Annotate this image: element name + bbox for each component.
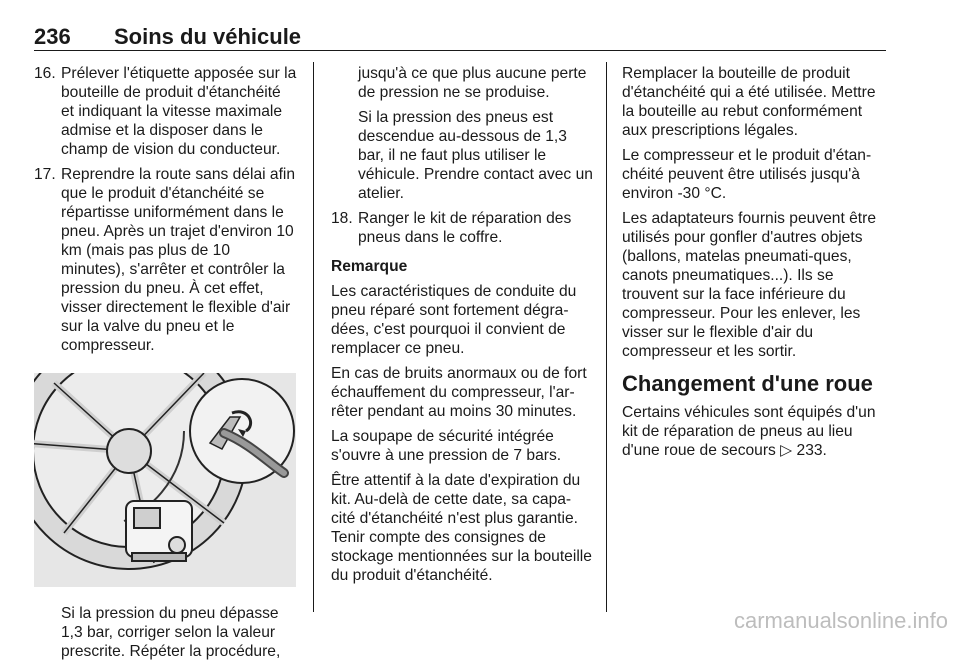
step-17	[34, 165, 298, 355]
step-text: Ranger le kit de réparation des pneus dans le coffre.	[358, 210, 572, 246]
paragraph: Si la pression du pneu dépasse 1,3 bar, corriger selon la valeur prescrite. Répéter la procédure,	[61, 605, 281, 660]
remark-paragraph: Être attentif à la date d'expiration du kit. Au-delà de cette date, sa capa-cité d'étanchéité n'est plus garantie. Tenir compte des consignes de stockage mentionnées sur la bouteille du produit d'étanchéité.	[331, 472, 592, 584]
step-text: Reprendre la route sans délai afin que le produit d'étanchéité se répartisse uniformément dans le pneu. Après un trajet d'environ 10 km (mais pas plus de 10 minutes), s'arrêter et contrôler la pression du pneu. À cet effet, visser directement le flexible d'air sur la valve du pneu et le compresseur.	[61, 166, 296, 354]
step-18	[331, 209, 593, 247]
paragraph	[622, 403, 888, 460]
paragraph: Le compresseur et le produit d'étan-chéité peuvent être utilisés jusqu'à environ -30 °C.	[622, 147, 872, 202]
step-16	[34, 64, 298, 159]
page-reference-link[interactable]: 233.	[796, 442, 827, 459]
column-3	[622, 64, 888, 466]
paragraph: jusqu'à ce que plus aucune perte de pression ne se produise.	[358, 65, 587, 101]
remark-paragraph: En cas de bruits anormaux ou de fort échauffement du compresseur, l'ar-rêter pendant au moins 30 minutes.	[331, 365, 587, 420]
column-1	[34, 64, 298, 667]
column-divider	[606, 62, 607, 612]
step-number: 18.	[331, 210, 353, 227]
page-number: 236	[34, 24, 71, 49]
remark-paragraph: La soupape de sécurité intégrée s'ouvre à une pression de 7 bars.	[331, 428, 562, 464]
column-divider	[313, 62, 314, 612]
remark-paragraph: Les caractéristiques de conduite du pneu réparé sont fortement dégra-dées, c'est pourquoi il convient de remplacer ce pneu.	[331, 283, 577, 357]
paragraph-text: Certains véhicules sont équipés d'un kit de réparation de pneus au lieu d'une roue de secours	[622, 404, 876, 459]
column-2	[331, 64, 593, 591]
remark-heading: Remarque	[331, 258, 408, 275]
header-divider	[34, 50, 886, 51]
step-number: 16.	[34, 65, 56, 82]
step-text: Prélever l'étiquette apposée sur la bouteille de produit d'étanchéité et indiquant la vitesse maximale admise et la disposer dans le champ de vision du conducteur.	[61, 65, 297, 158]
paragraph: Remplacer la bouteille de produit d'étanchéité qui a été utilisée. Mettre la bouteille au rebut conformément aux prescriptions légales.	[622, 65, 876, 139]
compressor-tire-valve-illustration	[34, 373, 296, 587]
page-title: Soins du véhicule	[114, 24, 302, 49]
step-number: 17.	[34, 166, 56, 183]
paragraph: Si la pression des pneus est descendue au-dessous de 1,3 bar, il ne faut plus utiliser le véhicule. Prendre contact avec un atelier.	[358, 109, 593, 202]
paragraph: Les adaptateurs fournis peuvent être utilisés pour gonfler d'autres objets (ballons, matelas pneumati-ques, canots pneumatiques...). Ils se trouvent sur la face inférieure du compresseur. Pour les enlever, les visser sur le flexible d'air du compresseur et les sortir.	[622, 210, 876, 360]
page-reference-arrow-icon: ▷	[780, 442, 793, 459]
section-heading: Changement d'une roue	[622, 371, 873, 396]
watermark-text: carmanualsonline.info	[733, 608, 948, 633]
